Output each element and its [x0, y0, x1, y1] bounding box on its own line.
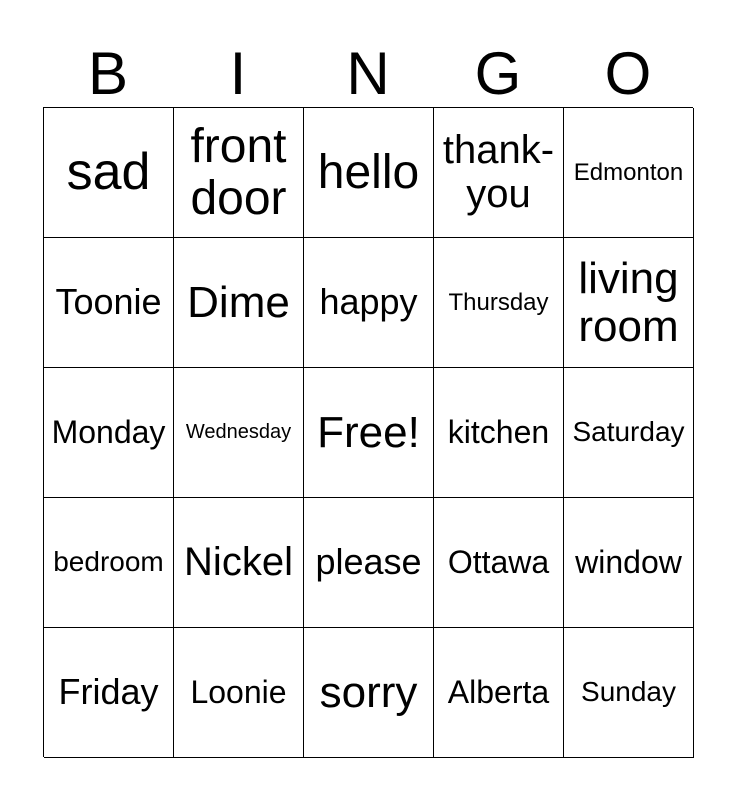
bingo-cell[interactable]: Ottawa: [434, 498, 564, 628]
header-letter-n: N: [346, 40, 390, 107]
bingo-cell[interactable]: sorry: [304, 628, 434, 758]
bingo-cell[interactable]: sad: [44, 108, 174, 238]
bingo-cell[interactable]: front door: [174, 108, 304, 238]
bingo-cell[interactable]: Monday: [44, 368, 174, 498]
header-letter-b: B: [87, 40, 129, 107]
bingo-cell[interactable]: happy: [304, 238, 434, 368]
bingo-cell[interactable]: hello: [304, 108, 434, 238]
bingo-cell[interactable]: Toonie: [44, 238, 174, 368]
bingo-cell[interactable]: Alberta: [434, 628, 564, 758]
bingo-cell[interactable]: kitchen: [434, 368, 564, 498]
header-letter-i: I: [229, 40, 247, 107]
bingo-cell free-space[interactable]: Free!: [304, 368, 434, 498]
bingo-cell[interactable]: Nickel: [174, 498, 304, 628]
bingo-cell[interactable]: living room: [564, 238, 694, 368]
header-letter-o: O: [604, 40, 652, 107]
bingo-cell[interactable]: Dime: [174, 238, 304, 368]
bingo-cell[interactable]: Friday: [44, 628, 174, 758]
bingo-cell[interactable]: Edmonton: [564, 108, 694, 238]
bingo-cell[interactable]: Sunday: [564, 628, 694, 758]
bingo-cell[interactable]: Wednesday: [174, 368, 304, 498]
bingo-cell[interactable]: please: [304, 498, 434, 628]
bingo-cell[interactable]: Saturday: [564, 368, 694, 498]
bingo-cell[interactable]: bedroom: [44, 498, 174, 628]
bingo-cell[interactable]: thank-you: [434, 108, 564, 238]
bingo-board: [43, 107, 693, 757]
bingo-cell[interactable]: window: [564, 498, 694, 628]
header-letter-g: G: [474, 40, 522, 107]
bingo-header: [43, 40, 693, 108]
bingo-cell[interactable]: Loonie: [174, 628, 304, 758]
bingo-cell[interactable]: Thursday: [434, 238, 564, 368]
